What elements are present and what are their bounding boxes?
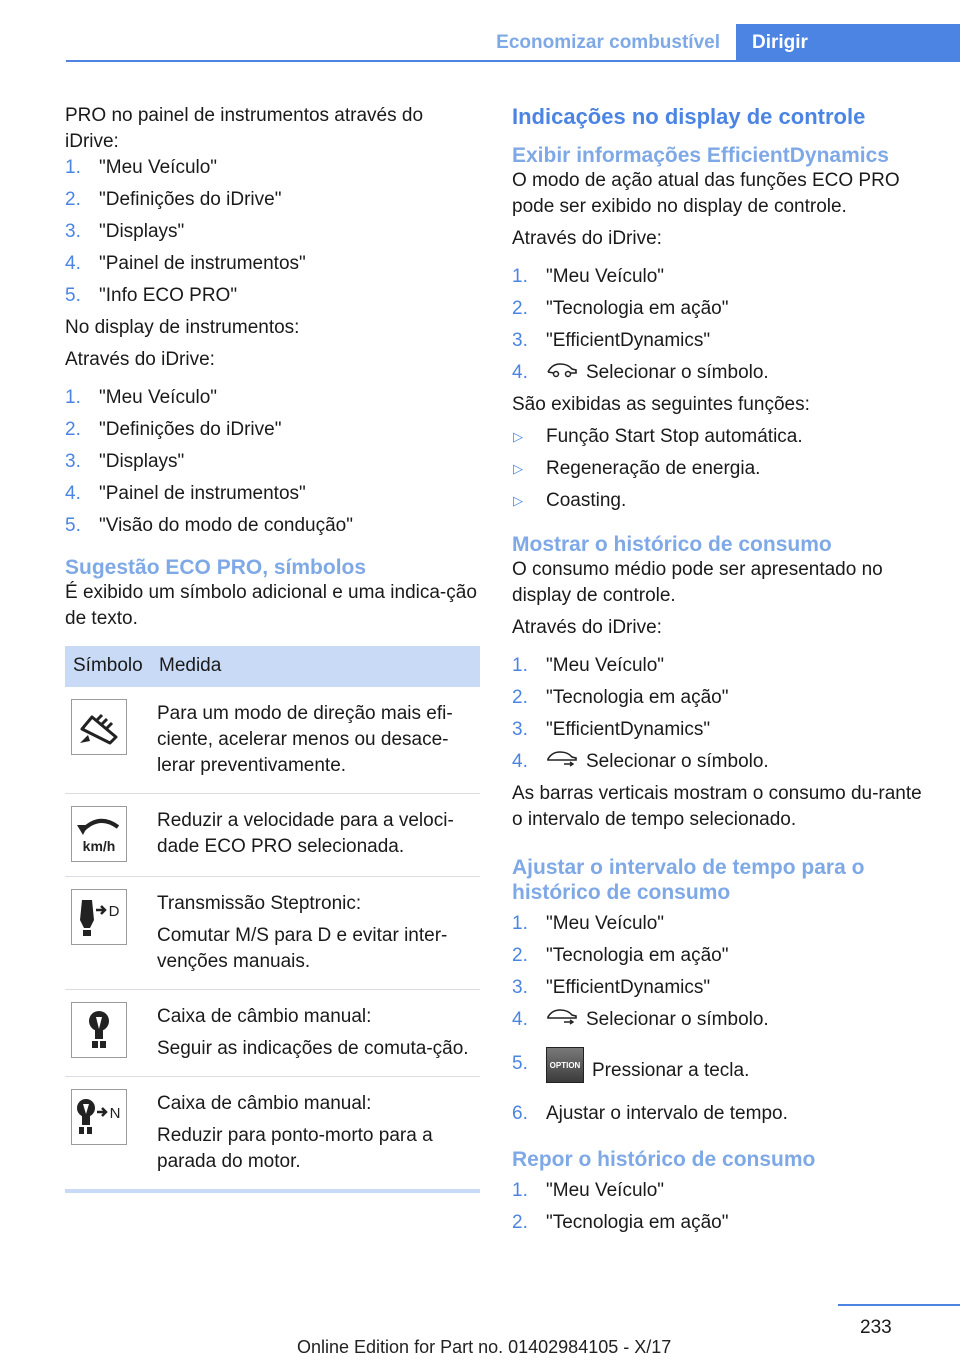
right-column <box>512 103 922 1242</box>
column-header-symbol: Símbolo <box>65 646 151 687</box>
measure-text: Comutar M/S para D e evitar inter‐venções manuais. <box>157 925 448 972</box>
list-item: 4. "Painel de instrumentos" <box>65 483 306 504</box>
table-row <box>65 877 480 990</box>
page-number: 233 <box>860 1317 892 1338</box>
table-row <box>65 687 480 794</box>
svg-text:km/h: km/h <box>82 838 116 854</box>
section-heading: Ajustar o intervalo de tempo para o histórico de consumo <box>512 856 865 905</box>
paragraph: Através do iDrive: <box>65 349 215 370</box>
step-list <box>512 264 922 386</box>
list-item: 3. "EfficientDynamics" <box>512 977 711 999</box>
step-list <box>512 911 922 1127</box>
list-item: 1. "Meu Veículo" <box>512 655 665 677</box>
section-heading: Sugestão ECO PRO, símbolos <box>65 556 367 579</box>
gear-lever-d-icon <box>71 889 127 945</box>
list-item: 2. "Tecnologia em ação" <box>512 687 729 709</box>
list-item: 1. "Meu Veículo" <box>65 157 218 178</box>
list-item: 5. OPTION Pressionar a tecla. <box>512 1047 922 1095</box>
column-header-measure: Medida <box>151 646 480 687</box>
list-item: 3. "Displays" <box>65 221 185 242</box>
list-item: 2. "Tecnologia em ação" <box>512 945 729 967</box>
measure-text: Caixa de câmbio manual: <box>157 1006 372 1027</box>
main-heading: Indicações no display de controle <box>512 104 866 129</box>
list-item: 2. "Definições do iDrive" <box>65 189 282 210</box>
list-item: 6. Ajustar o intervalo de tempo. <box>512 1103 788 1125</box>
list-item: 3. "Displays" <box>65 451 185 472</box>
measure-text: Seguir as indicações de comuta‐ção. <box>157 1038 469 1059</box>
list-item: 4. Selecionar o símbolo. <box>512 1007 922 1033</box>
table-row <box>65 990 480 1077</box>
section-heading: Mostrar o histórico de consumo <box>512 533 832 557</box>
paragraph: No display de instrumentos: <box>65 317 300 338</box>
page-header <box>66 24 960 62</box>
foot-pedal-icon <box>71 699 127 755</box>
list-item: ▷ Regeneração de energia. <box>513 458 761 480</box>
efficientdynamics-car-icon <box>546 360 578 386</box>
svg-text:N: N <box>109 1105 121 1122</box>
left-column <box>65 103 480 1193</box>
measure-text: Transmissão Steptronic: <box>157 893 362 914</box>
paragraph: As barras verticais mostram o consumo du‐rante o intervalo de tempo selecionado. <box>512 783 922 831</box>
list-item: 1. "Meu Veículo" <box>512 913 665 935</box>
section-heading: Repor o histórico de consumo <box>512 1148 816 1172</box>
symbol-table <box>65 646 480 1193</box>
kmh-speed-icon <box>71 806 127 862</box>
list-item: 4. Selecionar o símbolo. <box>512 360 922 386</box>
list-item: 1. "Meu Veículo" <box>65 387 218 408</box>
chapter-tab: Dirigir <box>736 24 960 62</box>
measure-text: Para um modo de direção mais efi‐ciente, acelerar menos ou desace‐lerar preventivamente. <box>157 703 453 776</box>
paragraph: O consumo médio pode ser apresentado no display de controle. <box>512 559 883 607</box>
consumption-car-icon <box>546 749 578 775</box>
paragraph: Através do iDrive: <box>512 617 662 639</box>
list-item: 3. "EfficientDynamics" <box>512 330 711 351</box>
section-title: Economizar combustível <box>496 32 720 53</box>
measure-text: Reduzir a velocidade para a veloci‐dade ECO PRO selecionada. <box>157 810 454 857</box>
step-list <box>65 385 480 539</box>
option-button-icon <box>546 1047 584 1095</box>
measure-text: Reduzir para ponto-morto para a parada do motor. <box>157 1125 433 1172</box>
gear-lever-n-icon <box>71 1089 127 1145</box>
bullet-list <box>512 424 922 514</box>
list-item: 2. "Tecnologia em ação" <box>512 1212 729 1234</box>
section-heading: Exibir informações EfficientDynamics <box>512 144 889 167</box>
list-item: ▷ Função Start Stop automática. <box>513 426 803 448</box>
paragraph: O modo de ação atual das funções ECO PRO pode ser exibido no display de controle. <box>512 170 900 217</box>
list-item: 4. Selecionar o símbolo. <box>512 749 922 775</box>
table-row <box>65 1077 480 1192</box>
list-item: 1. "Meu Veículo" <box>512 1180 665 1202</box>
edition-note: Online Edition for Part no. 01402984105 - X/17 <box>297 1337 672 1357</box>
step-list <box>512 653 922 775</box>
footer-rule <box>838 1304 960 1306</box>
header-rule <box>66 60 960 62</box>
list-item: 5. "Visão do modo de condução" <box>65 515 353 536</box>
paragraph: Através do iDrive: <box>512 228 662 249</box>
measure-text: Caixa de câmbio manual: <box>157 1093 372 1114</box>
table-row <box>65 794 480 877</box>
table-header-row <box>65 646 480 687</box>
list-item: 2. "Definições do iDrive" <box>65 419 282 440</box>
list-item: ▷ Coasting. <box>513 490 627 512</box>
svg-text:D: D <box>108 903 120 920</box>
list-item: 5. "Info ECO PRO" <box>65 285 238 306</box>
step-list <box>65 155 480 309</box>
list-item: 2. "Tecnologia em ação" <box>512 298 729 319</box>
list-item: 4. "Painel de instrumentos" <box>65 253 306 274</box>
svg-text:OPTION: OPTION <box>549 1061 581 1071</box>
paragraph: São exibidas as seguintes funções: <box>512 394 810 416</box>
paragraph: É exibido um símbolo adicional e uma indica‐ção de texto. <box>65 582 477 629</box>
gear-shift-icon <box>71 1002 127 1058</box>
consumption-car-icon <box>546 1007 578 1033</box>
intro-text: PRO no painel de instrumentos através do iDrive: <box>65 105 424 152</box>
step-list <box>512 1178 922 1236</box>
list-item: 1. "Meu Veículo" <box>512 266 665 287</box>
list-item: 3. "EfficientDynamics" <box>512 719 711 741</box>
